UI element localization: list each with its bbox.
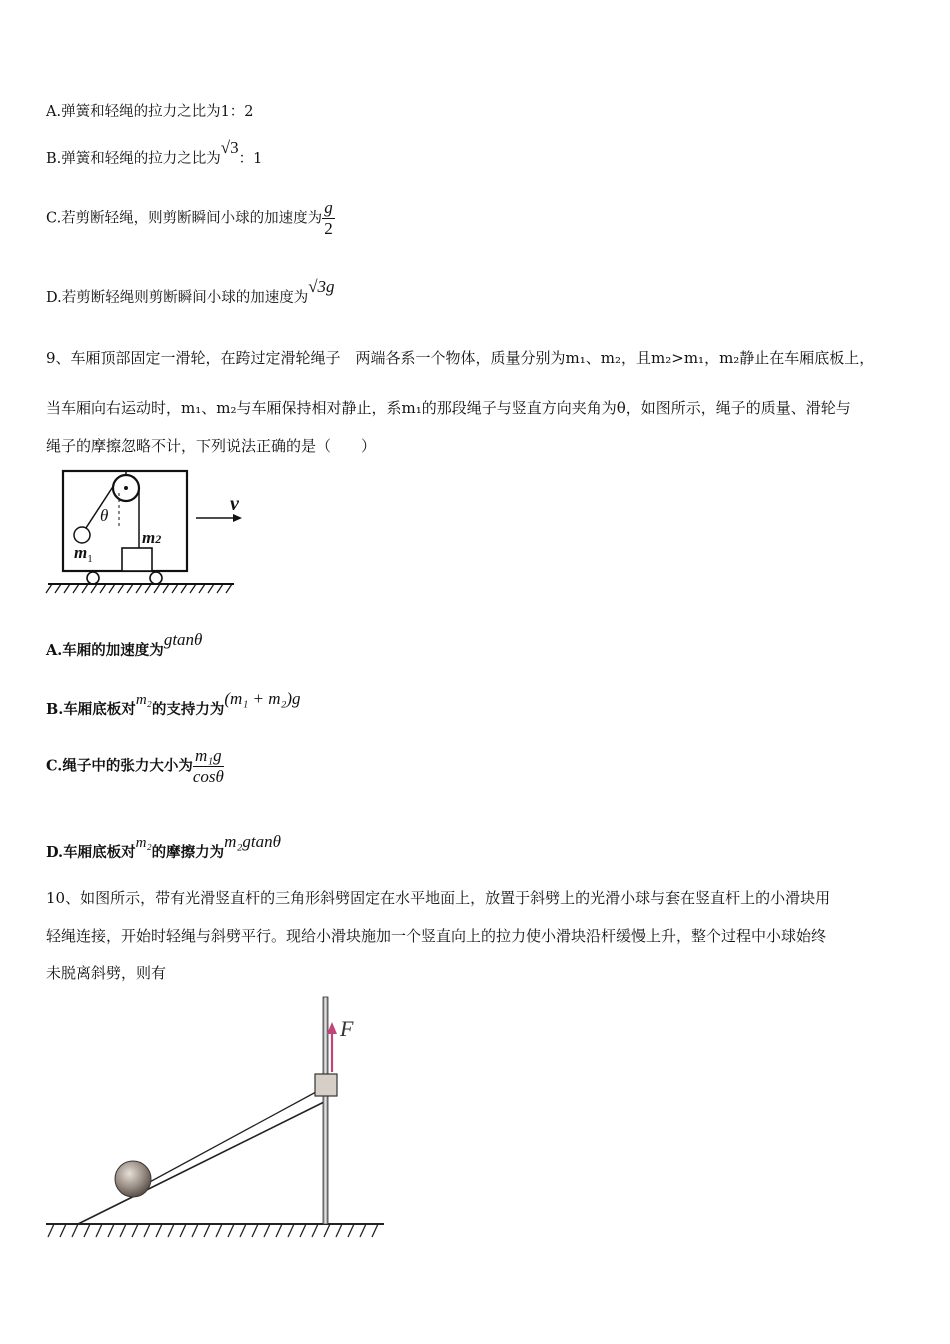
- q9-stem-line-2: [46, 398, 851, 418]
- fraction-numerator: m₁g: [193, 746, 224, 767]
- q9-option-d: [46, 832, 281, 863]
- mass-m1-ball: [74, 527, 90, 543]
- q9-option-b-expr: (m₁ + m₂)g: [224, 689, 301, 708]
- q9-stem-line-1: [46, 348, 874, 368]
- q10-incline-figure: [44, 992, 388, 1242]
- q9-option-a-text: A.车厢的加速度为: [46, 642, 164, 659]
- fraction-denominator: cosθ: [192, 767, 224, 786]
- q10-stem-text-3: 未脱离斜劈，则有: [46, 964, 167, 982]
- vertical-rod: [323, 997, 328, 1224]
- q8-option-a: [46, 102, 254, 122]
- q9-option-d-text: D.车厢底板对: [46, 844, 136, 861]
- q10-stem-line-1: [46, 888, 830, 908]
- q8-option-d-text: D.若剪断轻绳则剪断瞬间小球的加速度为: [46, 290, 309, 306]
- ground-hatching: [46, 584, 232, 593]
- wheel-left: [87, 572, 99, 584]
- q9-stem-line-3: [46, 436, 376, 456]
- mass-m2-block: [122, 548, 152, 571]
- q8-option-b-text: B.弹簧和轻绳的拉力之比为: [46, 151, 221, 167]
- q9-stem-text-1: 9、车厢顶部固定一滑轮，在跨过定滑轮绳子 两端各系一个物体，质量分别为m₁、m₂，且m₂>m₁，m₂静止在车厢底板上，: [46, 349, 875, 367]
- q10-stem-line-3: [46, 963, 166, 983]
- q10-stem-line-2: [46, 926, 826, 946]
- q8-option-b-ratio: ：1: [238, 151, 263, 167]
- wheel-right: [150, 572, 162, 584]
- q9-option-c: [46, 746, 224, 792]
- rope-to-m1: [84, 485, 114, 531]
- angle-label: θ: [100, 506, 109, 525]
- q8-option-d-expr: √3g: [308, 277, 335, 296]
- q9-option-d-m2: m₂: [135, 835, 152, 851]
- ground-hatching: [48, 1224, 378, 1237]
- q8-option-c-fraction: [322, 198, 335, 239]
- q9-car-figure: [44, 465, 244, 597]
- q9-option-b-text: B.车厢底板对: [46, 701, 136, 718]
- force-arrow-head: [327, 1022, 337, 1034]
- q9-option-c-text: C.绳子中的张力大小为: [46, 757, 193, 775]
- q10-stem-text-2: 轻绳连接，开始时轻绳与斜劈平行。现给小滑块施加一个竖直向上的拉力使小滑块沿杆缓慢上升，整个过程中小球始终: [46, 927, 827, 945]
- light-rope: [146, 1092, 316, 1184]
- smooth-ball: [115, 1161, 151, 1197]
- velocity-arrow-head: [233, 514, 242, 522]
- q8-option-d: [46, 277, 335, 308]
- q8-option-c: [46, 198, 335, 242]
- fraction-numerator: g: [324, 198, 333, 217]
- m2-label: m2: [142, 528, 162, 547]
- slider-block: [315, 1074, 337, 1096]
- incline-surface: [78, 1102, 324, 1224]
- velocity-label: v: [230, 493, 239, 515]
- q8-option-b: [46, 138, 263, 169]
- q9-option-c-fraction: [193, 746, 224, 787]
- q10-stem-text-1: 10、如图所示，带有光滑竖直杆的三角形斜劈固定在水平地面上，放置于斜劈上的光滑小球与套在竖直杆上的小滑块用: [46, 889, 831, 907]
- q8-option-c-text: C.若剪断轻绳，则剪断瞬间小球的加速度为: [46, 210, 323, 227]
- q8-option-b-sqrt: √3: [220, 138, 239, 157]
- q9-stem-text-2: 当车厢向右运动时，m₁、m₂与车厢保持相对静止，系m₁的那段绳子与竖直方向夹角为θ，如图所示，绳子的质量、滑轮与: [46, 399, 851, 417]
- force-label: F: [340, 1016, 354, 1041]
- m1-label: $m_1$: [74, 543, 93, 565]
- q9-option-a: [46, 630, 203, 661]
- q9-option-a-expr: gtanθ: [163, 630, 203, 649]
- q9-option-d-expr: m₂gtanθ: [224, 832, 281, 851]
- fraction-denominator: 2: [324, 219, 333, 238]
- q9-option-b: [46, 689, 301, 720]
- q9-option-d-mid: 的摩擦力为: [151, 844, 225, 861]
- q9-option-b-m2: m₂: [135, 692, 152, 708]
- q9-option-b-mid: 的支持力为: [151, 701, 225, 718]
- q8-option-a-text: A.弹簧和轻绳的拉力之比为1：2: [46, 104, 254, 120]
- q9-stem-text-3: 绳子的摩擦忽略不计，下列说法正确的是（ ）: [46, 437, 377, 455]
